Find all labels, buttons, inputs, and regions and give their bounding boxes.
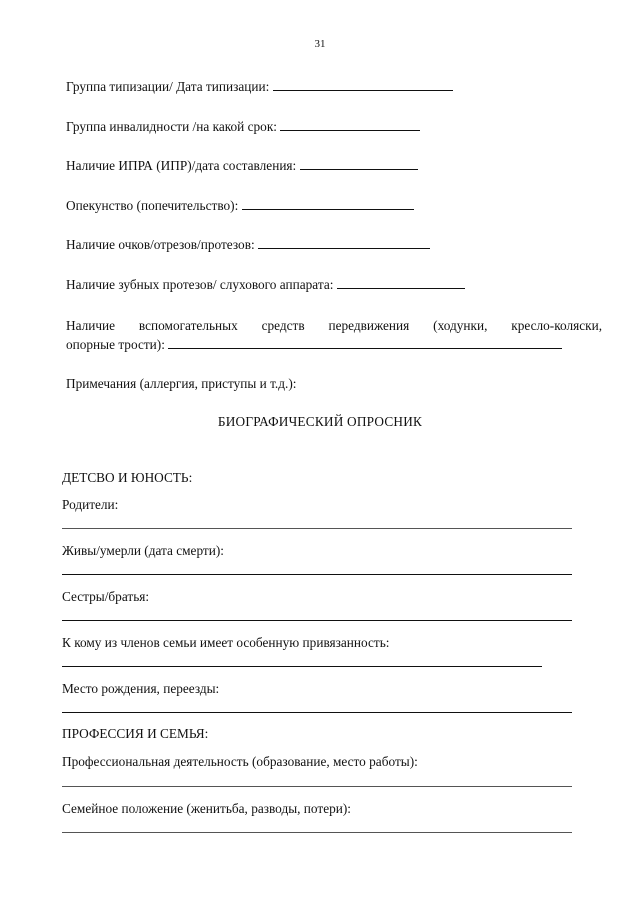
disability-group-label: Группа инвалидности /на какой срок: — [66, 119, 277, 134]
mobility-word: кресло-коляски, — [511, 318, 603, 333]
mobility-aids-line-1 — [66, 318, 602, 334]
mobility-word: вспомогательных — [138, 318, 238, 333]
notes-field — [66, 376, 296, 392]
attachment-label: К кому из членов семьи имеет особенную привязанность: — [62, 635, 390, 650]
dental-blank[interactable] — [337, 276, 465, 289]
mobility-word: Наличие — [66, 318, 116, 333]
notes-label: Примечания (аллергия, приступы и т.д.): — [66, 376, 297, 391]
typization-group-field — [66, 78, 453, 95]
typization-date-blank[interactable] — [273, 78, 453, 91]
glasses-field — [66, 236, 430, 253]
page-number: 31 — [314, 38, 326, 50]
glasses-label: Наличие очков/отрезов/протезов: — [66, 237, 255, 252]
professional-label: Профессиональная деятельность (образование, место работы): — [62, 754, 418, 769]
mobility-word: (ходунки, — [433, 318, 488, 333]
section-childhood-heading: ДЕТСВО И ЮНОСТЬ: — [62, 470, 193, 485]
guardianship-blank[interactable] — [242, 197, 414, 210]
mobility-word: средств — [261, 318, 305, 333]
questionnaire-title: БИОГРАФИЧЕСКИЙ ОПРОСНИК — [217, 414, 423, 429]
mobility-aids-line-2 — [66, 336, 562, 353]
section-profession-heading: ПРОФЕССИЯ И СЕМЬЯ: — [62, 726, 209, 741]
siblings-label: Сестры/братья: — [62, 589, 150, 604]
birthplace-answer-line[interactable] — [62, 712, 572, 713]
professional-answer-line[interactable] — [62, 786, 572, 787]
ipra-date-blank[interactable] — [300, 157, 418, 170]
ipra-label: Наличие ИПРА (ИПР)/дата составления: — [66, 158, 297, 173]
guardianship-field — [66, 197, 414, 214]
disability-group-field — [66, 118, 420, 135]
guardianship-label: Опекунство (попечительство): — [66, 198, 239, 213]
alive-answer-line[interactable] — [62, 574, 572, 575]
dental-field — [66, 276, 465, 293]
family-status-label: Семейное положение (женитьба, разводы, потери): — [62, 801, 351, 816]
parents-answer-line[interactable] — [62, 528, 572, 529]
ipra-field — [66, 157, 418, 174]
siblings-answer-line[interactable] — [62, 620, 572, 621]
parents-label: Родители: — [62, 497, 119, 512]
typization-group-label: Группа типизации/ Дата типизации: — [66, 79, 270, 94]
birthplace-label: Место рождения, переезды: — [62, 681, 220, 696]
glasses-blank[interactable] — [258, 236, 430, 249]
alive-label: Живы/умерли (дата смерти): — [62, 543, 224, 558]
mobility-word: передвижения — [328, 318, 410, 333]
dental-label: Наличие зубных протезов/ слухового аппарата: — [66, 277, 334, 292]
disability-term-blank[interactable] — [280, 118, 420, 131]
family-status-answer-line[interactable] — [62, 832, 572, 833]
mobility-aids-label: опорные трости): — [66, 337, 165, 352]
mobility-aids-blank[interactable] — [168, 336, 562, 349]
attachment-answer-line[interactable] — [62, 666, 542, 667]
